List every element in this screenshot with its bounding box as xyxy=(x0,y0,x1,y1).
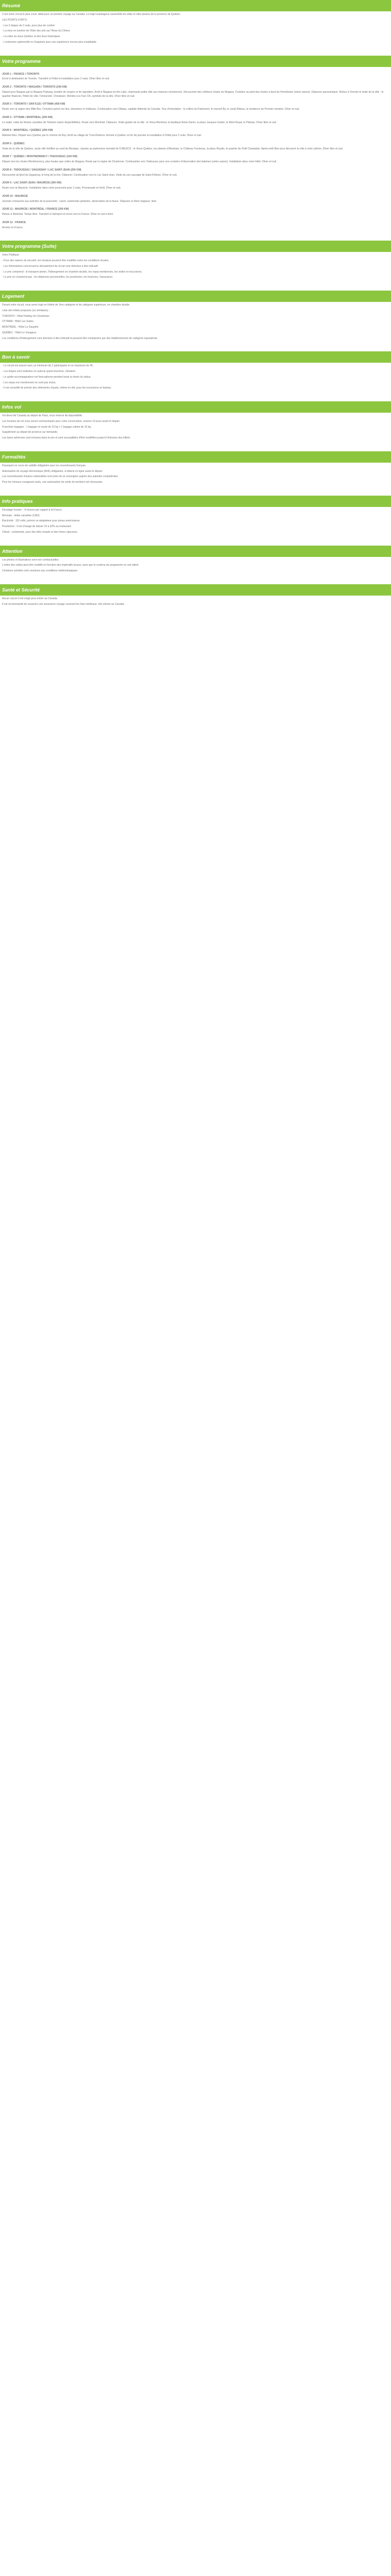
section-paragraph: - La visite du vieux Québec et des lieux historiques xyxy=(2,35,60,38)
day-title: JOUR 8 : TADOUSSAC / SAGUENAY / LAC SAINT-JEAN (250 KM) xyxy=(2,168,82,172)
section-paragraph: - Le circuit est assuré avec un minimum de 2 participants et un maximum de 40. xyxy=(2,364,94,368)
section-title-attention: Attention xyxy=(0,546,391,557)
section-paragraph: Durant votre circuit, vous serez logé en hôtels de 1ère catégorie et de catégorie supérieure, en chambre double. xyxy=(2,303,131,307)
section-body-sante xyxy=(0,596,391,612)
day-description: Retour à Montréal. Temps libre. Transfert à l'aéroport et envol vers la France. Dîner et nuit à bord. xyxy=(2,213,113,216)
section-paragraph: - La mise en lumière de l'hôte des arts sur l'Anse du Chiens xyxy=(2,29,70,33)
section-paragraph: Liste des hôtels proposés (ou similaires) : xyxy=(2,309,50,312)
section-body-infos xyxy=(0,413,391,445)
section-paragraph: TORONTO : Hôtel Holiday Inn Downtown xyxy=(2,314,50,318)
section-paragraph: - L'extension optionnelle en Gaspésie pour une expérience encore plus inoubliable xyxy=(2,40,96,44)
section-paragraph: Les taxes aériennes sont incluses dans le prix et sont susceptibles d'être modifiées jusqu'à l'émission des billets. xyxy=(2,436,131,439)
section-paragraph: - Le guide-accompagnateur est francophone pendant toute la durée du séjour. xyxy=(2,375,91,379)
day-title: JOUR 7 : QUÉBEC / MONTMORENCY / TADOUSSAC (230 KM) xyxy=(2,155,77,159)
section-paragraph: Certaines activités sont soumises aux conditions météorologiques. xyxy=(2,569,78,572)
section-paragraph: Supplément au départ de province sur demande. xyxy=(2,431,58,434)
section-paragraph: - Il est conseillé de prévoir des vêtements chauds, même en été, pour les excursions en bateau. xyxy=(2,386,112,390)
section-title-formalites: Votre programme (Suite) xyxy=(0,241,391,252)
section-title-programme: Votre programme xyxy=(0,56,391,67)
section-paragraph: Aucun vaccin n'est exigé pour entrer au Canada. xyxy=(2,597,58,600)
section-paragraph: - Les informations concernant le déroulement du circuit sont données à titre indicatif. xyxy=(2,264,99,268)
section-paragraph: LES POINTS FORTS : xyxy=(2,18,28,22)
section-title-info-pratiques: Info pratiques xyxy=(0,496,391,507)
section-paragraph: QUÉBEC : Hôtel Le Voyageur xyxy=(2,331,37,334)
day-description: Arrivée en France. xyxy=(2,226,24,229)
day-description: Route vers la Mauricie. Installation dans votre pourvoirie pour 2 nuits. Promenade en forêt. Dîner et nuit. xyxy=(2,187,121,190)
section-title-bon-savoir: Bon à savoir xyxy=(0,351,391,363)
day-title: JOUR 9 : LAC SAINT-JEAN / MAURICIE (300 KM) xyxy=(2,181,62,185)
section-paragraph: Les conditions d'hébergement sont données à titre indicatif et peuvent être remplacées par des établissements de catégorie équivalente. xyxy=(2,336,158,340)
day-title: JOUR 4 : OTTAWA / MONTRÉAL (200 KM) xyxy=(2,115,53,119)
section-paragraph: Décalage horaire : -6 heures par rapport à la France. xyxy=(2,508,63,512)
section-title-sante: Santé et Sécurité xyxy=(0,584,391,596)
day-title: JOUR 3 : TORONTO / 1000 ÎLES / OTTAWA (450 KM) xyxy=(2,103,66,106)
section-body-info-pratiques xyxy=(0,507,391,539)
section-body-attention xyxy=(0,557,391,578)
section-paragraph: - Les 2 étapes de 2 nuits, pour plus de confort xyxy=(2,24,55,27)
section-paragraph: - Le prix comprend : le transport aérien, l'hébergement en chambre double, les repas mentionnés, les visites et excursions. xyxy=(2,270,142,274)
day-title: JOUR 12 : FRANCE xyxy=(2,221,26,224)
section-body-formalites2 xyxy=(0,463,391,489)
day-title: JOUR 2 : TORONTO / NIAGARA / TORONTO (240 KM) xyxy=(2,86,67,89)
section-paragraph: Vol direct Air Canada au départ de Paris, sous réserve de disponibilité. xyxy=(2,414,83,417)
section-paragraph: Pourboires : il est d'usage de laisser 15 à 20% au restaurant. xyxy=(2,525,72,528)
day-title: JOUR 10 : MAURICIE xyxy=(2,194,28,198)
day-title: JOUR 5 : MONTRÉAL / QUÉBEC (250 KM) xyxy=(2,129,53,132)
section-body-bon-savoir xyxy=(0,363,391,395)
day-description: Le matin, visite du Musée canadien de l'histoire (selon disponibilités). Route vers Montréal. Déjeuner. Visite guidée de la ville : le Vieux-Montréal, la basilique Notre-Dame, la place Jacques-Cartier, le Mont-Royal, le Plateau. Dîner libre et nuit. xyxy=(2,121,277,124)
section-paragraph: Il est recommandé de souscrire une assurance voyage couvrant les frais médicaux, très élevés au Canada. xyxy=(2,602,125,606)
section-body-resume xyxy=(0,11,391,49)
section-paragraph: Pour les mineurs voyageant seuls, une autorisation de sortie du territoire est nécessaire. xyxy=(2,481,103,484)
section-paragraph: - Le prix ne comprend pas : les dépenses personnelles, les pourboires, les boissons, l'assurance. xyxy=(2,276,113,279)
section-paragraph: - Les étapes sont réalisées en autocar grand tourisme, climatisé. xyxy=(2,370,76,373)
day-description: Départ pour Niagara par la Niagara Parkway, bordée de vergers et de vignobles. Arrêt à Niagara-on-the-Lake, charmante petite ville aux maisons victoriennes. Découverte des célèbres chutes du Niagara. Croisière au pied des chutes à bord du Hornblower (selon saison). Déjeuner panoramique. Retour à Toronto et visite de la ville : le quartier financier, l'hôtel de ville, l'Université, Chinatown. Montée à la Tour CN, symbole de la ville. Dîner libre et nuit. xyxy=(2,90,384,98)
section-body-programme xyxy=(0,67,391,235)
day-title: JOUR 1 : FRANCE / TORONTO xyxy=(2,72,40,76)
section-paragraph: Climat : continental, avec des étés chauds et des hivers rigoureux. xyxy=(2,530,78,534)
section-paragraph: Autorisation de voyage électronique (AVE) obligatoire, à obtenir en ligne avant le départ. xyxy=(2,469,103,473)
day-description: Envol à destination de Toronto. Transfert à l'hôtel et installation pour 2 nuits. Dîner libre et nuit. xyxy=(2,77,110,81)
section-title-resume: Résumé xyxy=(0,0,391,11)
day-description: Journée consacrée aux activités de la pourvoirie : canot, randonnée pédestre, observation de la faune. Déjeuner et dîner trappeur. Nuit. xyxy=(2,199,157,203)
day-description: Matinée libre. Départ vers Québec par le chemin du Roy. Arrêt au village de Trois-Rivières. Arrivée à Québec en fin de journée et installation à l'hôtel pour 2 nuits. Dîner et nuit. xyxy=(2,134,202,137)
section-paragraph: Les ressortissants d'autres nationalités sont priés de se renseigner auprès des autorités compétentes. xyxy=(2,475,119,479)
section-body-logement xyxy=(0,302,391,345)
day-description: Visite de la ville de Québec, seule ville fortifiée au nord du Mexique, classée au patrimoine mondial de l'UNESCO : le Vieux-Québec, les plaines d'Abraham, le Château Frontenac, la place Royale, le quartier du Petit Champlain. Après-midi libre pour découvrir la ville à votre rythme. Dîner libre et nuit. xyxy=(2,147,344,150)
section-title-logement: Logement xyxy=(0,291,391,302)
section-paragraph: - Pour des raisons de sécurité, les horaires peuvent être modifiés selon les conditions locales. xyxy=(2,259,109,262)
day-title: JOUR 6 : QUÉBEC xyxy=(2,142,25,145)
section-paragraph: Les photos et illustrations sont non contractuelles. xyxy=(2,558,59,562)
section-title-formalites2: Formalités xyxy=(0,451,391,463)
section-body-formalites xyxy=(0,252,391,284)
section-title-infos: Infos vol xyxy=(0,401,391,413)
day-description: Départ vers les chutes Montmorency, plus hautes que celles du Niagara. Route par la région de Charlevoix. Continuation vers Tadoussac pour une croisière d'observation des baleines (selon saison). Installation dans votre hôtel. Dîner et nuit. xyxy=(2,160,277,163)
section-paragraph: - Les repas non mentionnés ne sont pas inclus. xyxy=(2,381,56,384)
section-paragraph: Monnaie : dollar canadien (CAD). xyxy=(2,514,40,517)
day-description: Découverte du fjord du Saguenay, le long de la rive. Déjeuner. Continuation vers le Lac Saint-Jean. Visite du zoo sauvage de Saint-Félicien. Dîner et nuit. xyxy=(2,173,177,177)
section-paragraph: Électricité : 110 volts, prévoir un adaptateur pour prises américaines. xyxy=(2,519,80,523)
section-paragraph: Votre Publique : xyxy=(2,253,21,257)
day-title: JOUR 11 : MAURICIE / MONTRÉAL / FRANCE (200 KM) xyxy=(2,208,69,211)
section-paragraph: C'est notre circuit le plus court, idéal pour un premier voyage au Canada. Le trajet avantageux rassemble les villes et sites phares de la province de Québec. xyxy=(2,13,181,16)
day-description: Route vers la région des Mille-Îles. Croisière parmi ces îles, domaines et châteaux. Continuation vers Ottawa, capitale fédérale du Canada. Tour d'orientation : la colline du Parlement, le marché By, le canal Rideau, la résidence du Premier ministre. Dîner et nuit. xyxy=(2,108,300,111)
section-paragraph: L'ordre des visites peut être modifié en fonction des impératifs locaux, sans que le contenu du programme en soit altéré. xyxy=(2,564,139,567)
section-paragraph: Les horaires de vol vous seront communiqués avec votre convocation, environ 10 jours avant le départ. xyxy=(2,419,120,423)
section-paragraph: OTTAWA : Hôtel Les Suites xyxy=(2,320,34,324)
section-paragraph: Passeport en cours de validité obligatoire pour les ressortissants français. xyxy=(2,464,87,467)
section-paragraph: Franchise bagages : 1 bagage en soute de 23 kg + 1 bagage cabine de 10 kg. xyxy=(2,425,92,429)
section-paragraph: MONTRÉAL : Hôtel Le Dauphin xyxy=(2,326,39,329)
page xyxy=(0,0,391,611)
